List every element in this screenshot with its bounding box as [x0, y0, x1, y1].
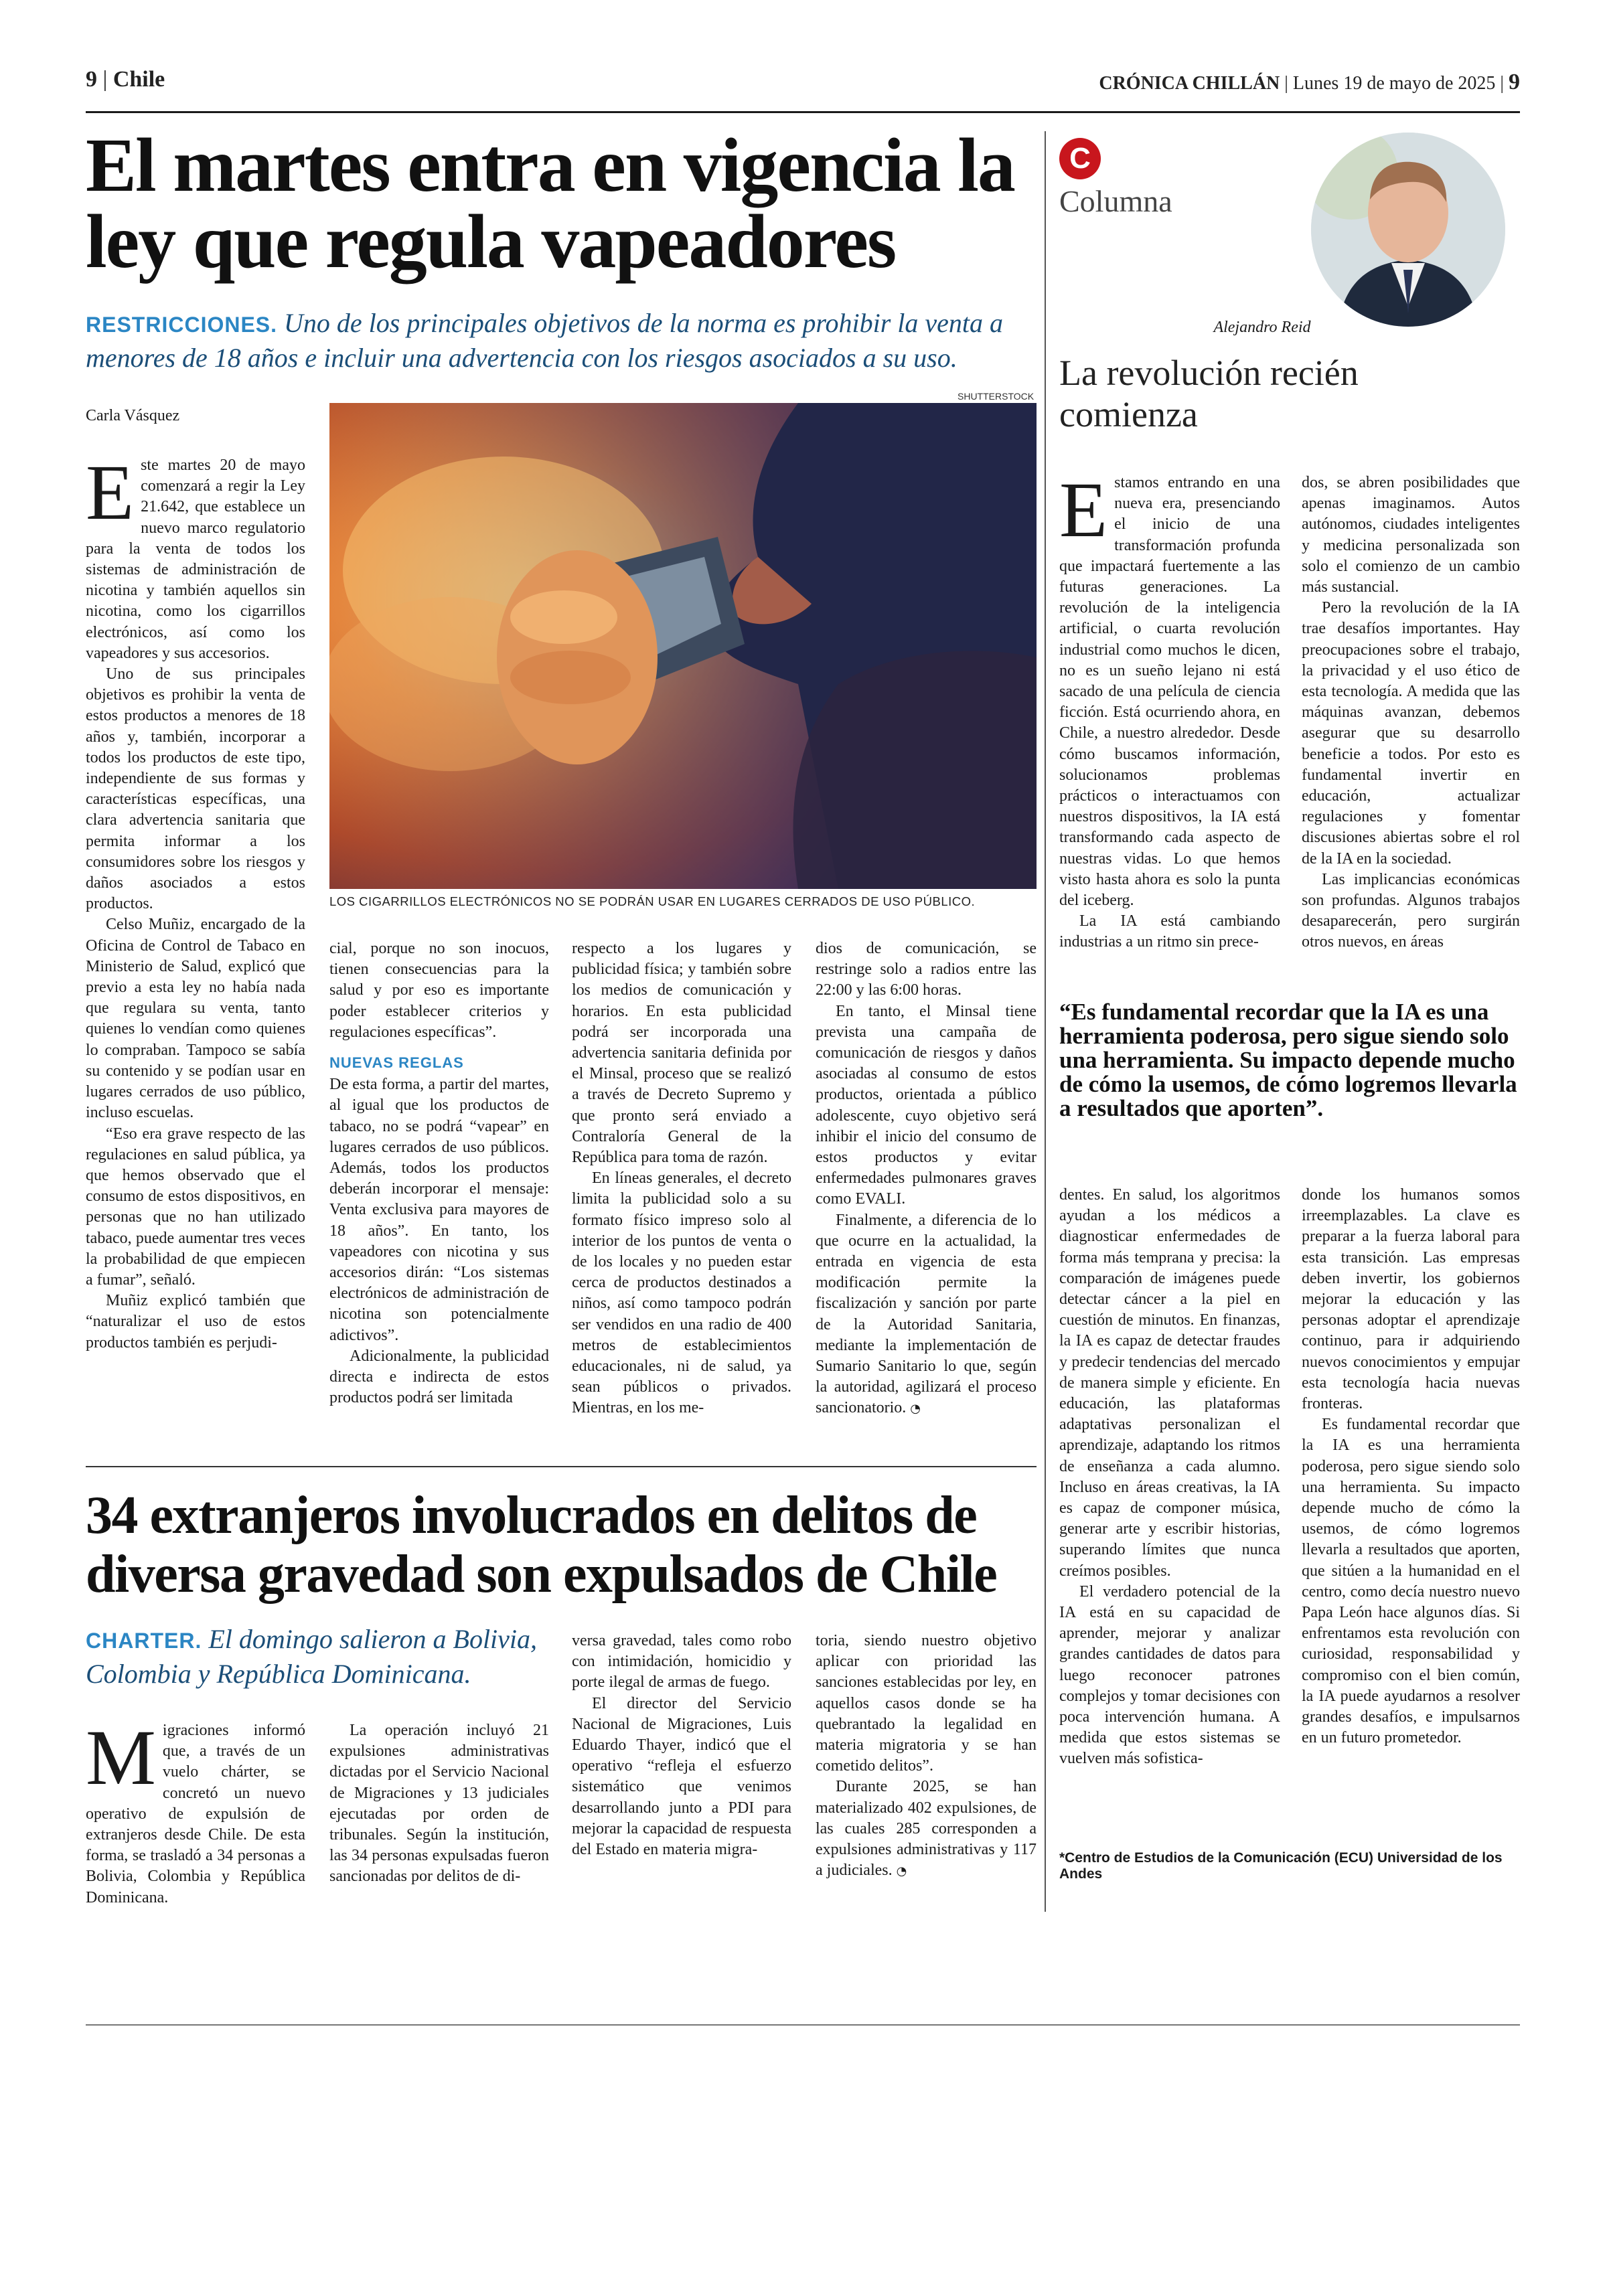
page-bottom-rule: [86, 2024, 1520, 2026]
article1-headline: [86, 122, 1037, 284]
article1-column-4: [816, 938, 1037, 1420]
article-separator: [86, 1466, 1037, 1467]
end-mark: ◔: [896, 1864, 907, 1879]
paragraph: stamos entrando en una nueva era, presenciando el inicio de una transformación profunda que impactará fuertemente a las futuras generaciones. La revolución de la inteligencia artificial, o cuarta revolución industrial como muchos le dicen, no es un sueño lejano ni está sacado de una película de ciencia ficción. Está ocurriendo ahora, en Chile, a nuestro alrededor. Desde cómo buscamos información, solucionamos problemas prácticos o interactuamos con nuestros dispositivos, la IA está transformando cada aspecto de nuestras vidas. Lo que hemos visto hasta ahora es solo la punta del iceberg.: [1059, 474, 1280, 910]
article1-column-1: [86, 448, 305, 1354]
paragraph: El verdadero potencial de la IA está en su capacidad de aprender, mejorar y analizar grandes cantidades de datos para luego reconocer patrones complejos y tomar decisiones con poca intervención humana. A medida que estos sistemas se vuelven más sofistica-: [1059, 1582, 1280, 1768]
column-col-d: [1302, 1185, 1520, 1748]
paragraph: dos, se abren posibilidades que apenas imaginamos. Autos autónomos, ciudades inteligentes y medicina personalizada son solo el comienzo de un cambio más sustancial.: [1302, 474, 1520, 596]
article1-kicker: RESTRICCIONES.: [86, 313, 278, 337]
vaping-photo: [329, 403, 1037, 889]
end-mark: ◔: [910, 1402, 921, 1416]
page-number-right: 9: [1509, 70, 1520, 94]
header-separator: |: [1500, 73, 1509, 94]
dropcap: E: [86, 448, 135, 536]
headline-line: El martes entra en vigencia la: [86, 122, 1014, 208]
paragraph: Uno de sus principales objetivos es prohibir la venta de estos productos a menores de 18 años y, también, incorporar a todos los productos de este tipo, independiente de sus formas y características específicas, una clara advertencia sanitaria que permita informar a los consumidores sobre los riesgos y daños asociados a estos productos.: [86, 665, 305, 913]
paragraph: [816, 1777, 1037, 1882]
paragraph: [816, 1210, 1037, 1420]
pull-quote: “Es fundamental recordar que la IA es una herramienta poderosa, pero sigue siendo solo una herramienta. Su impacto depende mucho de cómo la usemos, de cómo logremos llevarla a resultados que aporten”.: [1059, 999, 1517, 1121]
paragraph: respecto a los lugares y publicidad física; y también sobre los medios de comunicación y horarios. En esta publicidad podrá ser incorporada una advertencia sanitaria definida por el Minsal, proceso que se realizó a través de Decreto Supremo y que pronto será enviado a Contraloría General de la República para toma de razón.: [572, 940, 791, 1167]
article2-column-2: [329, 1720, 549, 1888]
article2-kicker: CHARTER.: [86, 1629, 202, 1653]
column-badge-letter: C: [1069, 142, 1091, 175]
subheading: NUEVAS REGLAS: [329, 1054, 464, 1072]
article1-column-2: [329, 938, 549, 1408]
section-name: Chile: [112, 67, 165, 92]
paragraph-text: Finalmente, a diferencia de lo que ocurre en la actualidad, la entrada en vigencia de esta modificación permite la fiscalización y sanción por parte de la Autoridad Sanitaria, mediante la implementación de Sumario Sanitario lo que, según la autoridad, agilizará el proceso sancionatorio.: [816, 1211, 1037, 1417]
paragraph: Es fundamental recordar que la IA es una herramienta poderosa, pero sigue siendo solo una herramienta. Su impacto depende mucho de cómo la usemos, de cómo logremos llevarla a resultados que aporten, que sitúen a la humanidad en el centro, como decía nuestro nuevo Papa León hace algunos días. Si enfrentamos esta revolución con curiosidad, responsabilidad y compromiso con el bien común, la IA puede ayudarnos a resolver grandes desafíos, e impulsarnos en un futuro prometedor.: [1302, 1416, 1520, 1747]
column-footnote: *Centro de Estudios de la Comunicación (ECU) Universidad de los Andes: [1059, 1850, 1503, 1882]
paragraph: Las implicancias económicas son profundas. Algunos trabajos desaparecerán, pero surgirán otros nuevos, en áreas: [1302, 870, 1520, 951]
article1-deck-text: Uno de los principales objetivos de la norma es prohibir la venta a menores de 18 años e incluir una advertencia con los riesgos asociados a su uso.: [86, 308, 1003, 373]
page-number: 9: [86, 67, 97, 92]
paragraph: cial, porque no son inocuos, tienen consecuencias para la salud y por eso es importante poder establecer criterios y regulaciones específicas”.: [329, 940, 549, 1041]
paragraph: dios de comunicación, se restringe solo a radios entre las 22:00 y las 6:00 horas.: [816, 940, 1037, 999]
article2-column-3: [572, 1631, 791, 1860]
article1-column-3: [572, 938, 791, 1419]
paragraph: ste martes 20 de mayo comenzará a regir la Ley 21.642, que establece un nuevo marco regulatorio para la venta de todos los sistemas de administración de nicotina y también aquellos sin nicotina, como los cigarrillos electrónicos, así como los vapeadores y sus accesorios.: [86, 457, 305, 662]
dropcap: E: [1059, 466, 1108, 554]
paragraph: dentes. En salud, los algoritmos ayudan a los médicos a diagnosticar enfermedades de forma más temprana y precisa: la comparación de imágenes puede detectar cáncer a la piel en cuestión de minutos. En finanzas, la IA es capaz de detectar fraudes y predecir tendencias del mercado de manera simple y eficiente. En educación, las plataformas adaptativas personalizan el aprendizaje, adaptando los ritmos de enseñanza a cada alumno. Incluso en áreas creativas, la IA es capaz de componer música, generar arte y escribir historias, superando límites que nunca creímos posibles.: [1059, 1186, 1280, 1580]
paragraph: Muñiz explicó también que “naturalizar el uso de estos productos también es perjudi-: [86, 1292, 305, 1351]
title-line: comienza: [1059, 394, 1198, 434]
page-header-right: [1099, 70, 1520, 95]
header-separator: |: [1284, 73, 1293, 94]
paragraph: De esta forma, a partir del martes, al igual que los productos de tabaco, no se podrá “vapear” en lugares cerrados de uso públicos. Además, todos los productos deberán incorporar el mensaje: Venta exclusiva para mayores de 18 años”. En tanto, los vapeadores con nicotina y sus accesorios dirán: “Los sistemas electrónicos de administración de nicotina son potencialmente adictivos”.: [329, 1076, 549, 1344]
photo-credit: SHUTTERSTOCK: [958, 391, 1035, 402]
author-photo: [1311, 133, 1505, 327]
article2-column-4: [816, 1631, 1037, 1882]
article1-photo: [329, 403, 1037, 889]
paragraph: igraciones informó que, a través de un vuelo chárter, se concretó un nuevo operativo de expulsión de extranjeros desde Chile. De esta forma, se trasladó a 34 personas a Bolivia, Colombia y República Dominicana.: [86, 1722, 305, 1906]
issue-date: Lunes 19 de mayo de 2025: [1292, 73, 1496, 94]
article1-byline: Carla Vásquez: [86, 407, 180, 424]
paragraph: “Eso era grave respecto de las regulaciones en salud pública, ya que hemos observado que el consumo de estos dispositivos, en personas que no han utilizado tabaco, puede aumentar tres veces la probabilidad de que empiecen a fumar”, señaló.: [86, 1125, 305, 1289]
paragraph: Pero la revolución de la IA trae desafíos importantes. Hay preocupaciones sobre el trabajo, la privacidad y el uso ético de esta tecnología. A medida que las máquinas avanzan, debemos asegurar que su desarrollo beneficie a todos. Por esto es fundamental invertir en educación, actualizar regulaciones y fomentar discusiones abiertas sobre el rol de la IA en la sociedad.: [1302, 599, 1520, 868]
column-col-b: [1302, 473, 1520, 953]
paragraph: Adicionalmente, la publicidad directa e indirecta de estos productos podrá ser limitada: [329, 1347, 549, 1407]
paragraph: En tanto, el Minsal tiene prevista una campaña de comunicación de riesgos y daños asociadas al consumo de estos productos, orientada a público adolescente, cuyo objetivo será inhibir el inicio del consumo de estos productos y evitar enfermedades pulmonares graves como EVALI.: [816, 1002, 1037, 1208]
publication-name: CRÓNICA CHILLÁN: [1099, 73, 1280, 94]
column-col-c: [1059, 1185, 1280, 1770]
photo-caption: LOS CIGARRILLOS ELECTRÓNICOS NO SE PODRÁN USAR EN LUGARES CERRADOS DE USO PÚBLICO.: [329, 894, 976, 908]
article1-deck: [86, 307, 1037, 375]
paragraph: La operación incluyó 21 expulsiones administrativas dictadas por el Servicio Nacional de Migraciones y 13 judiciales ejecutadas por orden de tribunales. Según la institución, las 34 personas expulsadas fueron sancionadas por delitos de di-: [329, 1722, 549, 1886]
article2-deck-text: El domingo salieron a Bolivia, Colombia y República Dominicana.: [86, 1624, 538, 1689]
headline-line: diversa gravedad son expulsados de Chile: [86, 1545, 997, 1604]
paragraph: toria, siendo nuestro objetivo aplicar con prioridad las sanciones establecidas por ley, en aquellos casos donde se ha quebrantado la legalidad en materia migratoria y se han cometido delitos”.: [816, 1632, 1037, 1775]
paragraph: La IA está cambiando industrias a un ritmo sin prece-: [1059, 912, 1280, 951]
paragraph: Celso Muñiz, encargado de la Oficina de Control de Tabaco en Ministerio de Salud, explicó que previo a esta ley no había nada que regulara su venta, tanto quienes lo vendían como quienes lo compraban. Tampoco se sabía su contenido y se podían usar en lugares cerrados de uso público, incluso escuelas.: [86, 916, 305, 1122]
header-rule: [86, 111, 1520, 113]
title-line: La revolución recién: [1059, 353, 1359, 393]
headline-line: 34 extranjeros involucrados en delitos de: [86, 1486, 977, 1545]
article2-headline: [86, 1486, 1037, 1604]
column-author: Alejandro Reid: [1213, 319, 1311, 336]
page-header-left: [86, 67, 165, 92]
paragraph: En líneas generales, el decreto limita la publicidad solo a su formato físico impreso solo al interior de los puntos de venta o de los locales y no pueden estar cerca de productos destinados a niños, así como tampoco podrán ser vendidos en una radio de 400 metros de establecimientos educacionales, ni de salud, ya sean públicos o privados. Mientras, en los me-: [572, 1169, 791, 1417]
column-divider: [1045, 131, 1046, 1912]
dropcap: M: [86, 1714, 156, 1801]
header-separator: |: [102, 67, 113, 92]
paragraph-text: Durante 2025, se han materializado 402 expulsiones, de las cuales 285 corresponden a expulsiones administrativas y 117 a judiciales.: [816, 1778, 1037, 1880]
column-title: [1059, 352, 1501, 435]
author-portrait: [1311, 133, 1505, 327]
article2-column-1: [86, 1714, 305, 1908]
paragraph: donde los humanos somos irreemplazables. La clave es preparar a la fuerza laboral para esta transición. Las empresas deben invertir, los gobiernos mejorar la educación y las personas adoptar el aprendizaje continuo, para ir adquiriendo nuevos conocimientos y empujar esta tecnología hacia nuevas fronteras.: [1302, 1186, 1520, 1413]
column-col-a: [1059, 466, 1280, 953]
paragraph: versa gravedad, tales como robo con intimidación, homicidio y porte ilegal de armas de fuego.: [572, 1632, 791, 1692]
column-badge: [1059, 138, 1101, 179]
paragraph: El director del Servicio Nacional de Migraciones, Luis Eduardo Thayer, indicó que el operativo “refleja el esfuerzo sistemático que venimos desarrollando junto a PDI para mejorar la capacidad de respuesta del Estado en materia migra-: [572, 1694, 791, 1859]
headline-line: ley que regula vapeadores: [86, 199, 896, 284]
column-label: Columna: [1059, 184, 1172, 218]
article2-deck: [86, 1623, 554, 1691]
